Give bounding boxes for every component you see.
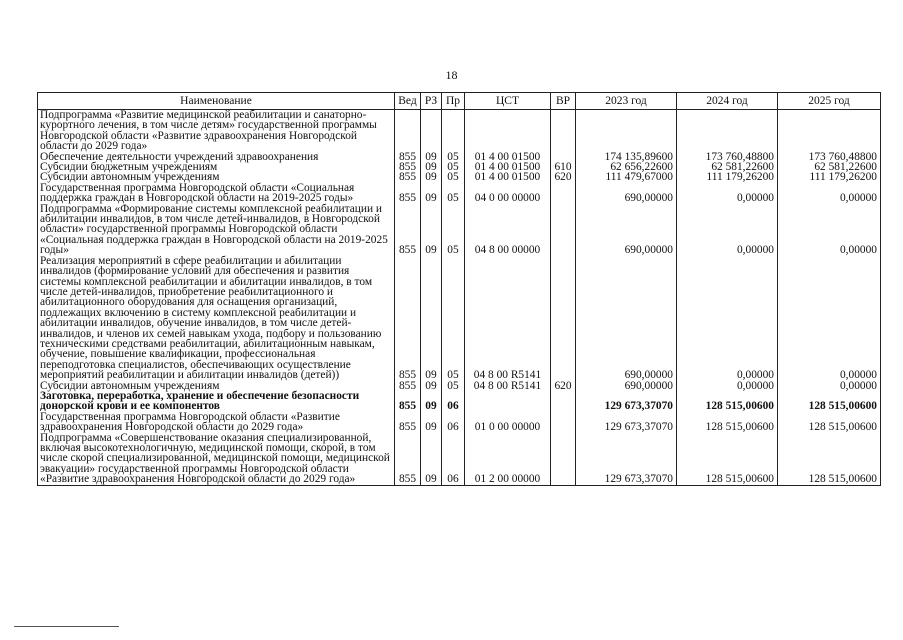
row-cst: 04 8 00 R5141 <box>465 256 551 381</box>
row-2023: 690,00000 <box>576 204 677 256</box>
header-pr: Пр <box>442 93 465 110</box>
row-pr: 05 <box>442 152 465 162</box>
budget-table <box>37 92 881 486</box>
row-name: Государственная программа Новгородской области «Развитие здравоохранения Новгородской области до 2029 года» <box>38 412 395 433</box>
row-pr: 05 <box>442 162 465 172</box>
row-pr: 05 <box>442 183 465 204</box>
table-row <box>38 433 881 486</box>
row-cst <box>465 110 551 152</box>
row-2025: 0,00000 <box>778 204 881 256</box>
row-name: Подпрограмма «Совершенствование оказания специализированной, включая высокотехнологичную, медицинской помощи, скорой, в том числе скорой специализированной, медицинской помощи, медицинской эвакуации» государственной программы Новгородской области «Развитие здравоохранения Новгородской области до 2029 года» <box>38 433 395 486</box>
row-pr: 05 <box>442 172 465 182</box>
row-2025: 128 515,00600 <box>778 433 881 486</box>
header-ved: Вед <box>395 93 421 110</box>
table-row <box>38 391 881 412</box>
header-vr: ВР <box>551 93 576 110</box>
row-vr <box>551 256 576 381</box>
row-2025: 0,00000 <box>778 256 881 381</box>
row-cst: 01 2 00 00000 <box>465 433 551 486</box>
header-name: Наименование <box>38 93 395 110</box>
row-2024: 0,00000 <box>677 381 778 391</box>
row-rz: 09 <box>421 183 442 204</box>
row-cst: 01 4 00 01500 <box>465 152 551 162</box>
header-2023: 2023 год <box>576 93 677 110</box>
row-2023: 111 479,67000 <box>576 172 677 182</box>
row-2024: 0,00000 <box>677 183 778 204</box>
row-ved: 855 <box>395 172 421 182</box>
row-vr <box>551 391 576 412</box>
row-2023: 690,00000 <box>576 381 677 391</box>
row-2024: 62 581,22600 <box>677 162 778 172</box>
row-rz: 09 <box>421 256 442 381</box>
row-name: Реализация мероприятий в сфере реабилитации и абилитации инвалидов (формирование условий для обеспечения и развития системы комплексной реабилитации и абилитации инвалидов, в том числе детей-инвалидов, приобретение реабилитационного и абилитационного оборудования для оснащения организаций, подлежащих включению в систему комплексной реабилитации и абилитации инвалидов, обучение инвалидов, в том числе детей-инвалидов, и членов их семей навыкам ухода, подбору и пользованию техническими средствами реабилитации, абилитационным навыкам, обучение, повышение квалификации, профессиональная переподготовка специалистов, обеспечивающих осуществление мероприятий реабилитации и абилитации инвалидов (детей)) <box>38 256 395 381</box>
row-2024: 111 179,26200 <box>677 172 778 182</box>
row-2023: 690,00000 <box>576 256 677 381</box>
row-2024: 128 515,00600 <box>677 412 778 433</box>
row-vr <box>551 183 576 204</box>
row-pr: 06 <box>442 433 465 486</box>
header-cst: ЦСТ <box>465 93 551 110</box>
row-2023: 174 135,89600 <box>576 152 677 162</box>
row-pr: 05 <box>442 381 465 391</box>
table-row <box>38 183 881 204</box>
row-cst: 04 0 00 00000 <box>465 183 551 204</box>
row-2025: 0,00000 <box>778 183 881 204</box>
row-pr: 05 <box>442 204 465 256</box>
row-pr: 06 <box>442 412 465 433</box>
row-rz: 09 <box>421 172 442 182</box>
row-ved: 855 <box>395 433 421 486</box>
table-row <box>38 256 881 381</box>
row-2025: 62 581,22600 <box>778 162 881 172</box>
header-2024: 2024 год <box>677 93 778 110</box>
row-2024: 173 760,48800 <box>677 152 778 162</box>
row-ved: 855 <box>395 204 421 256</box>
row-2024: 0,00000 <box>677 204 778 256</box>
row-vr <box>551 110 576 152</box>
row-2023: 62 656,22600 <box>576 162 677 172</box>
row-cst: 01 4 00 01500 <box>465 162 551 172</box>
row-cst <box>465 391 551 412</box>
row-rz <box>421 110 442 152</box>
row-rz: 09 <box>421 412 442 433</box>
page-number: 18 <box>445 68 458 82</box>
row-2025: 128 515,00600 <box>778 412 881 433</box>
row-vr: 620 <box>551 381 576 391</box>
row-cst: 04 8 00 R5141 <box>465 381 551 391</box>
row-pr <box>442 110 465 152</box>
row-name: Субсидии автономным учреждениям <box>38 172 395 182</box>
row-2025: 0,00000 <box>778 381 881 391</box>
row-2025: 111 179,26200 <box>778 172 881 182</box>
row-vr <box>551 433 576 486</box>
row-ved: 855 <box>395 256 421 381</box>
row-vr: 610 <box>551 162 576 172</box>
row-ved: 855 <box>395 152 421 162</box>
row-cst: 04 8 00 00000 <box>465 204 551 256</box>
row-cst: 01 0 00 00000 <box>465 412 551 433</box>
row-cst: 01 4 00 01500 <box>465 172 551 182</box>
row-2023: 129 673,37070 <box>576 433 677 486</box>
row-2023: 690,00000 <box>576 183 677 204</box>
row-ved: 855 <box>395 381 421 391</box>
row-2024 <box>677 110 778 152</box>
row-2025: 128 515,00600 <box>778 391 881 412</box>
row-name: Субсидии бюджетным учреждениям <box>38 162 395 172</box>
header-rz: РЗ <box>421 93 442 110</box>
footer-rule <box>14 626 119 627</box>
table-row <box>38 204 881 256</box>
row-2024: 0,00000 <box>677 256 778 381</box>
row-ved: 855 <box>395 183 421 204</box>
row-rz: 09 <box>421 152 442 162</box>
row-rz: 09 <box>421 204 442 256</box>
row-ved <box>395 110 421 152</box>
row-rz: 09 <box>421 162 442 172</box>
row-ved: 855 <box>395 162 421 172</box>
row-name: Подпрограмма «Развитие медицинской реабилитации и санаторно-курортного лечения, в том числе детям» государственной программы Новгородской области «Развитие здравоохранения Новгородской области до 2029 года» <box>38 110 395 152</box>
row-pr: 06 <box>442 391 465 412</box>
row-2023 <box>576 110 677 152</box>
row-name: Заготовка, переработка, хранение и обеспечение безопасности донорской крови и ее компонентов <box>38 391 395 412</box>
row-2024: 128 515,00600 <box>677 391 778 412</box>
row-2025 <box>778 110 881 152</box>
row-2023: 129 673,37070 <box>576 412 677 433</box>
table-row <box>38 110 881 152</box>
row-ved: 855 <box>395 391 421 412</box>
row-2024: 128 515,00600 <box>677 433 778 486</box>
row-name: Субсидии автономным учреждениям <box>38 381 395 391</box>
row-2023: 129 673,37070 <box>576 391 677 412</box>
row-vr <box>551 204 576 256</box>
header-2025: 2025 год <box>778 93 881 110</box>
row-vr: 620 <box>551 172 576 182</box>
row-vr <box>551 412 576 433</box>
row-name: Обеспечение деятельности учреждений здравоохранения <box>38 152 395 162</box>
row-rz: 09 <box>421 381 442 391</box>
row-rz: 09 <box>421 433 442 486</box>
row-ved: 855 <box>395 412 421 433</box>
row-pr: 05 <box>442 256 465 381</box>
table-row <box>38 412 881 433</box>
row-name: Подпрограмма «Формирование системы комплексной реабилитации и абилитации инвалидов, в том числе детей-инвалидов, в Новгородской области» государственной программы Новгородской области «Социальная поддержка граждан в Новгородской области на 2019-2025 годы» <box>38 204 395 256</box>
row-rz: 09 <box>421 391 442 412</box>
row-2025: 173 760,48800 <box>778 152 881 162</box>
table-header-row <box>38 93 881 110</box>
row-name: Государственная программа Новгородской области «Социальная поддержка граждан в Новгородской области на 2019-2025 годы» <box>38 183 395 204</box>
